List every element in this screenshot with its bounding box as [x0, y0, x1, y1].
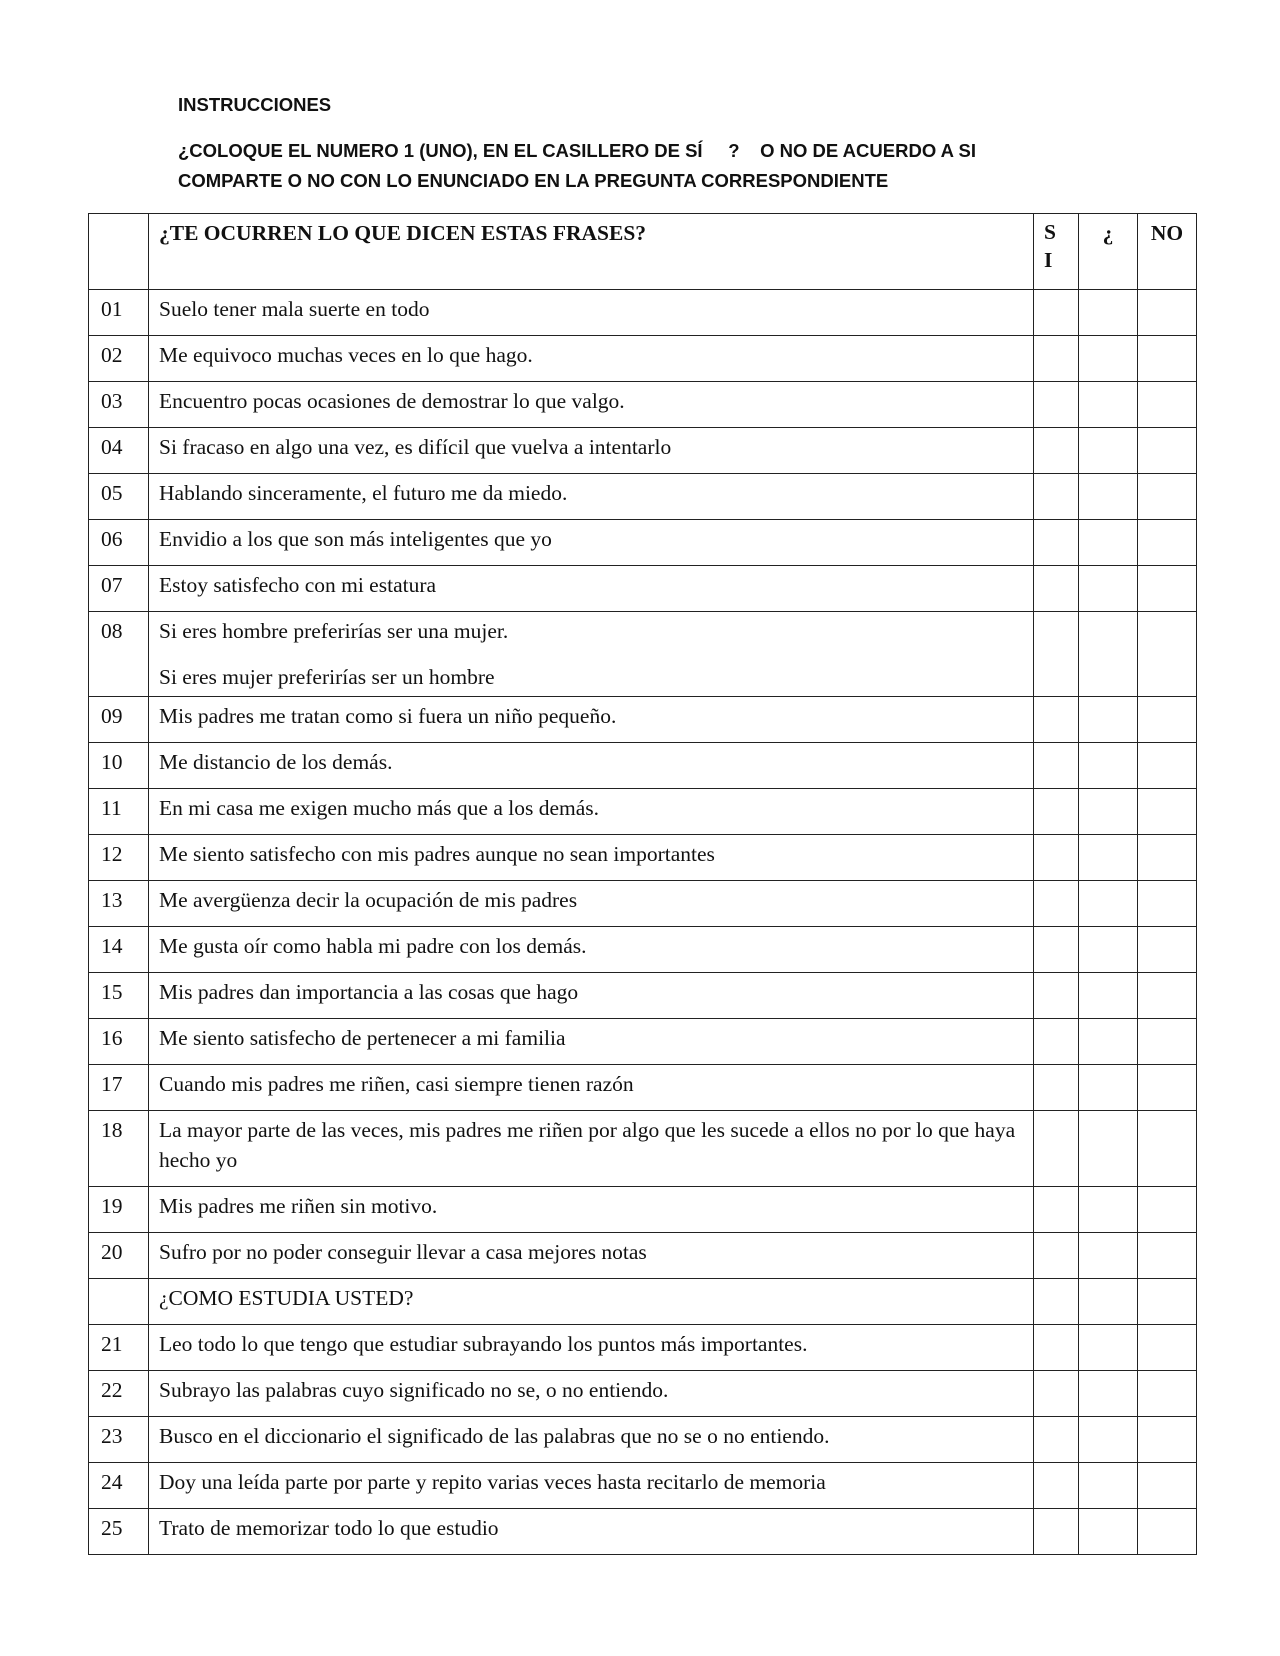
header-question-cell: ¿TE OCURREN LO QUE DICEN ESTAS FRASES? [149, 214, 1034, 290]
row-number: 20 [89, 1233, 149, 1279]
table-row [89, 1233, 1197, 1279]
answer-no-cell[interactable] [1138, 835, 1197, 881]
answer-unsure-cell[interactable] [1079, 520, 1138, 566]
table-row [89, 697, 1197, 743]
table-row [89, 382, 1197, 428]
answer-si-cell[interactable] [1034, 789, 1079, 835]
table-row [89, 1065, 1197, 1111]
answer-si-cell[interactable] [1034, 1509, 1079, 1555]
answer-si-cell[interactable] [1034, 1187, 1079, 1233]
row-statement: Hablando sinceramente, el futuro me da miedo. [149, 474, 1034, 520]
table-row [89, 612, 1197, 697]
row-number: 22 [89, 1371, 149, 1417]
section-empty-cell [1138, 1279, 1197, 1325]
answer-si-cell[interactable] [1034, 973, 1079, 1019]
row-statement: Leo todo lo que tengo que estudiar subrayando los puntos más importantes. [149, 1325, 1034, 1371]
answer-no-cell[interactable] [1138, 1325, 1197, 1371]
section-number-cell [89, 1279, 149, 1325]
answer-no-cell[interactable] [1138, 520, 1197, 566]
row-number: 16 [89, 1019, 149, 1065]
answer-unsure-cell[interactable] [1079, 789, 1138, 835]
table-row [89, 1463, 1197, 1509]
questionnaire-table [88, 213, 1197, 1555]
answer-no-cell[interactable] [1138, 290, 1197, 336]
row-statement: Mis padres me tratan como si fuera un niño pequeño. [149, 697, 1034, 743]
section-empty-cell [1034, 1279, 1079, 1325]
section-title: ¿COMO ESTUDIA USTED? [149, 1279, 1034, 1325]
row-statement: La mayor parte de las veces, mis padres me riñen por algo que les sucede a ellos no por lo que haya hecho yo [149, 1111, 1034, 1187]
row-statement-line-2: Si eres mujer preferirías ser un hombre [159, 665, 495, 689]
answer-no-cell[interactable] [1138, 881, 1197, 927]
answer-unsure-cell[interactable] [1079, 1371, 1138, 1417]
answer-no-cell[interactable] [1138, 474, 1197, 520]
row-number: 05 [89, 474, 149, 520]
answer-unsure-cell[interactable] [1079, 566, 1138, 612]
row-statement: Doy una leída parte por parte y repito varias veces hasta recitarlo de memoria [149, 1463, 1034, 1509]
answer-si-cell[interactable] [1034, 743, 1079, 789]
answer-si-cell[interactable] [1034, 566, 1079, 612]
answer-si-cell[interactable] [1034, 612, 1079, 697]
answer-no-cell[interactable] [1138, 336, 1197, 382]
instructions-heading: INSTRUCCIONES [178, 94, 332, 115]
answer-unsure-cell[interactable] [1079, 1509, 1138, 1555]
answer-si-cell[interactable] [1034, 290, 1079, 336]
table-row [89, 1019, 1197, 1065]
answer-no-cell[interactable] [1138, 1111, 1197, 1187]
row-number: 25 [89, 1509, 149, 1555]
answer-unsure-cell[interactable] [1079, 1065, 1138, 1111]
row-statement: Envidio a los que son más inteligentes que yo [149, 520, 1034, 566]
row-number: 13 [89, 881, 149, 927]
row-number: 19 [89, 1187, 149, 1233]
answer-si-cell[interactable] [1034, 1325, 1079, 1371]
row-statement-line-1: Si eres hombre preferirías ser una mujer. [159, 619, 509, 643]
answer-unsure-cell[interactable] [1079, 474, 1138, 520]
table-row [89, 428, 1197, 474]
table-row [89, 520, 1197, 566]
row-statement: Me gusta oír como habla mi padre con los demás. [149, 927, 1034, 973]
answer-unsure-cell[interactable] [1079, 743, 1138, 789]
row-statement: Trato de memorizar todo lo que estudio [149, 1509, 1034, 1555]
row-statement: Suelo tener mala suerte en todo [149, 290, 1034, 336]
table-row [89, 1325, 1197, 1371]
row-number: 02 [89, 336, 149, 382]
table-row [89, 835, 1197, 881]
answer-si-cell[interactable] [1034, 1233, 1079, 1279]
row-number: 18 [89, 1111, 149, 1187]
row-statement: Me siento satisfecho de pertenecer a mi familia [149, 1019, 1034, 1065]
row-statement: Me siento satisfecho con mis padres aunque no sean importantes [149, 835, 1034, 881]
row-statement: En mi casa me exigen mucho más que a los demás. [149, 789, 1034, 835]
answer-no-cell[interactable] [1138, 1417, 1197, 1463]
answer-si-cell[interactable] [1034, 835, 1079, 881]
row-number: 10 [89, 743, 149, 789]
answer-unsure-cell[interactable] [1079, 1233, 1138, 1279]
row-number: 23 [89, 1417, 149, 1463]
answer-no-cell[interactable] [1138, 1233, 1197, 1279]
answer-si-cell[interactable] [1034, 1417, 1079, 1463]
answer-unsure-cell[interactable] [1079, 428, 1138, 474]
answer-unsure-cell[interactable] [1079, 290, 1138, 336]
table-row [89, 1187, 1197, 1233]
answer-si-cell[interactable] [1034, 1019, 1079, 1065]
answer-no-cell[interactable] [1138, 789, 1197, 835]
answer-unsure-cell[interactable] [1079, 382, 1138, 428]
answer-si-cell[interactable] [1034, 1463, 1079, 1509]
row-statement: Subrayo las palabras cuyo significado no se, o no entiendo. [149, 1371, 1034, 1417]
table-row [89, 566, 1197, 612]
header-no-cell: NO [1138, 214, 1197, 290]
answer-no-cell[interactable] [1138, 743, 1197, 789]
answer-unsure-cell[interactable] [1079, 881, 1138, 927]
row-number: 07 [89, 566, 149, 612]
table-row [89, 743, 1197, 789]
answer-si-cell[interactable] [1034, 520, 1079, 566]
instructions-line-2: COMPARTE O NO CON LO ENUNCIADO EN LA PREGUNTA CORRESPONDIENTE [178, 170, 889, 191]
table-row [89, 336, 1197, 382]
row-number: 21 [89, 1325, 149, 1371]
answer-si-cell[interactable] [1034, 927, 1079, 973]
row-statement [149, 612, 1034, 697]
answer-si-cell[interactable] [1034, 336, 1079, 382]
answer-si-cell[interactable] [1034, 1111, 1079, 1187]
row-number: 08 [89, 612, 149, 697]
row-statement: Si fracaso en algo una vez, es difícil que vuelva a intentarlo [149, 428, 1034, 474]
row-statement: Me equivoco muchas veces en lo que hago. [149, 336, 1034, 382]
row-number: 15 [89, 973, 149, 1019]
answer-si-cell[interactable] [1034, 881, 1079, 927]
row-number: 01 [89, 290, 149, 336]
instructions-block [178, 90, 1058, 196]
table-header-row [89, 214, 1197, 290]
row-statement: Mis padres me riñen sin motivo. [149, 1187, 1034, 1233]
answer-no-cell[interactable] [1138, 1187, 1197, 1233]
table-row [89, 789, 1197, 835]
answer-no-cell[interactable] [1138, 1065, 1197, 1111]
answer-no-cell[interactable] [1138, 1019, 1197, 1065]
answer-no-cell[interactable] [1138, 697, 1197, 743]
header-si-line-2: I [1044, 248, 1053, 272]
answer-no-cell[interactable] [1138, 382, 1197, 428]
answer-unsure-cell[interactable] [1079, 1187, 1138, 1233]
table-row [89, 1111, 1197, 1187]
answer-unsure-cell[interactable] [1079, 1463, 1138, 1509]
header-number-cell [89, 214, 149, 290]
row-number: 14 [89, 927, 149, 973]
answer-si-cell[interactable] [1034, 1065, 1079, 1111]
answer-no-cell[interactable] [1138, 612, 1197, 697]
row-number: 04 [89, 428, 149, 474]
answer-si-cell[interactable] [1034, 382, 1079, 428]
row-number: 17 [89, 1065, 149, 1111]
answer-unsure-cell[interactable] [1079, 1111, 1138, 1187]
row-statement: Busco en el diccionario el significado de las palabras que no se o no entiendo. [149, 1417, 1034, 1463]
table-row [89, 1509, 1197, 1555]
row-statement: Estoy satisfecho con mi estatura [149, 566, 1034, 612]
answer-unsure-cell[interactable] [1079, 697, 1138, 743]
answer-no-cell[interactable] [1138, 1463, 1197, 1509]
row-statement: Sufro por no poder conseguir llevar a casa mejores notas [149, 1233, 1034, 1279]
table-row [89, 474, 1197, 520]
answer-si-cell[interactable] [1034, 697, 1079, 743]
row-number: 11 [89, 789, 149, 835]
row-number: 24 [89, 1463, 149, 1509]
answer-unsure-cell[interactable] [1079, 1417, 1138, 1463]
answer-no-cell[interactable] [1138, 1509, 1197, 1555]
answer-unsure-cell[interactable] [1079, 336, 1138, 382]
answer-no-cell[interactable] [1138, 1371, 1197, 1417]
table-row [89, 927, 1197, 973]
answer-no-cell[interactable] [1138, 566, 1197, 612]
header-si-line-1: S [1044, 220, 1056, 244]
row-statement: Cuando mis padres me riñen, casi siempre tienen razón [149, 1065, 1034, 1111]
section-header-row [89, 1279, 1197, 1325]
table-row [89, 290, 1197, 336]
row-statement: Me avergüenza decir la ocupación de mis padres [149, 881, 1034, 927]
answer-no-cell[interactable] [1138, 973, 1197, 1019]
row-number: 06 [89, 520, 149, 566]
answer-si-cell[interactable] [1034, 428, 1079, 474]
answer-unsure-cell[interactable] [1079, 973, 1138, 1019]
row-number: 09 [89, 697, 149, 743]
table-row [89, 973, 1197, 1019]
answer-unsure-cell[interactable] [1079, 835, 1138, 881]
row-statement: Encuentro pocas ocasiones de demostrar lo que valgo. [149, 382, 1034, 428]
answer-unsure-cell[interactable] [1079, 927, 1138, 973]
row-statement: Mis padres dan importancia a las cosas que hago [149, 973, 1034, 1019]
answer-unsure-cell[interactable] [1079, 1325, 1138, 1371]
table-row [89, 881, 1197, 927]
section-empty-cell [1079, 1279, 1138, 1325]
table-row [89, 1371, 1197, 1417]
table-row [89, 1417, 1197, 1463]
header-unsure-cell: ¿ [1079, 214, 1138, 290]
row-number: 03 [89, 382, 149, 428]
row-statement: Me distancio de los demás. [149, 743, 1034, 789]
answer-si-cell[interactable] [1034, 1371, 1079, 1417]
header-si-cell [1034, 214, 1079, 290]
answer-unsure-cell[interactable] [1079, 1019, 1138, 1065]
answer-no-cell[interactable] [1138, 927, 1197, 973]
answer-unsure-cell[interactable] [1079, 612, 1138, 697]
answer-si-cell[interactable] [1034, 474, 1079, 520]
answer-no-cell[interactable] [1138, 428, 1197, 474]
instructions-line-1: ¿COLOQUE EL NUMERO 1 (UNO), EN EL CASILLERO DE SÍ ? O NO DE ACUERDO A SI [178, 140, 976, 161]
row-number: 12 [89, 835, 149, 881]
